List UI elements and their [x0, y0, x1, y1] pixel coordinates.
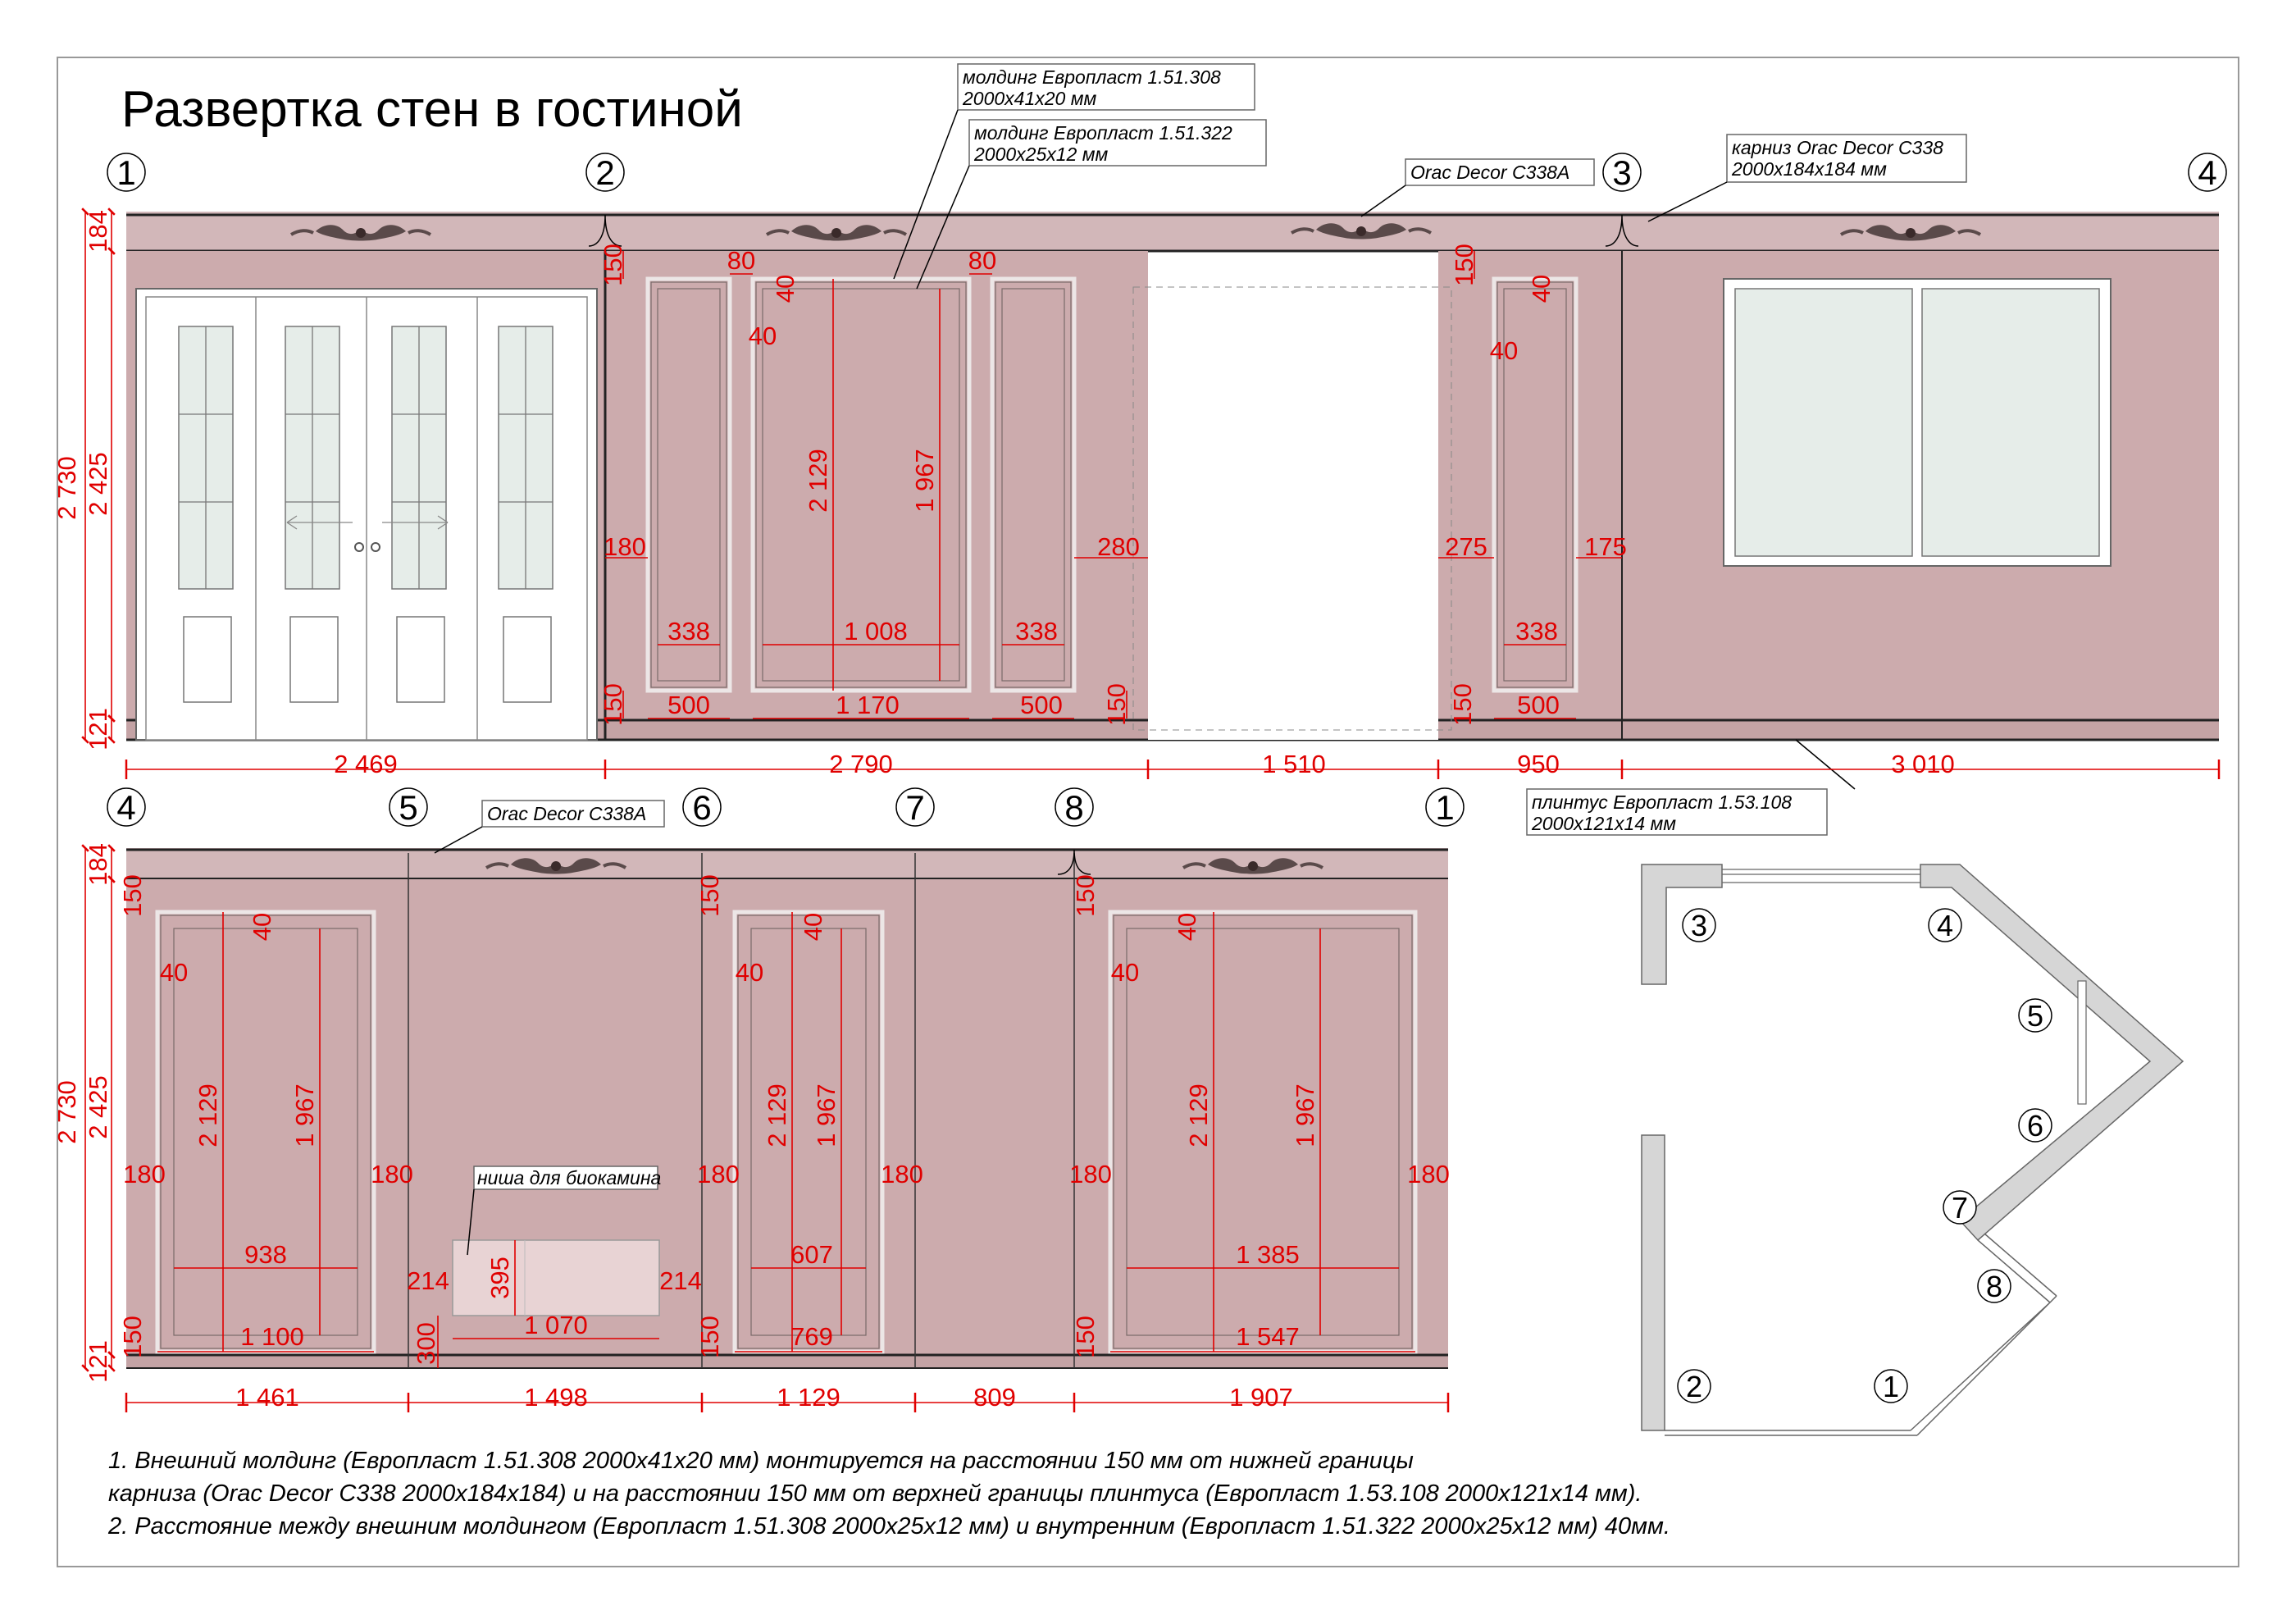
- axis-label: 4: [1936, 909, 1954, 942]
- dim-label: 769: [790, 1322, 833, 1351]
- dim-label: 280: [1097, 532, 1140, 561]
- dim-label: 40: [748, 322, 777, 350]
- dim-label: 1 967: [290, 1083, 319, 1147]
- dim-label: 2 425: [84, 452, 112, 516]
- cornice-top: [126, 212, 2219, 251]
- dim-label: 1 100: [240, 1322, 304, 1351]
- axis-label: 1: [1882, 1370, 1900, 1403]
- dim-label: 150: [1450, 244, 1478, 286]
- notes: [107, 1448, 1670, 1540]
- dim-label: 150: [1448, 683, 1477, 726]
- axis-label: 7: [1951, 1191, 1969, 1225]
- callout-text: молдинг Европласт 1.51.322: [974, 122, 1232, 144]
- dim-label: 938: [244, 1240, 287, 1269]
- elevation-top: [126, 212, 2219, 740]
- dim-label: 1 461: [235, 1383, 299, 1412]
- dim-label: 2 730: [52, 456, 81, 520]
- dim-label: 180: [604, 532, 646, 561]
- axis-label: 7: [905, 788, 925, 827]
- dim-label: 2 425: [84, 1075, 112, 1139]
- dim-label: 395: [485, 1257, 514, 1299]
- dim-label: 338: [1515, 617, 1558, 645]
- page-title: Развертка стен в гостиной: [121, 81, 743, 138]
- axis-label: 1: [1435, 788, 1455, 827]
- axis-label: 8: [1064, 788, 1084, 827]
- dim-label: 214: [407, 1266, 449, 1295]
- dim-label: 2 790: [829, 750, 893, 778]
- callout-text: 2000х41х20 мм: [963, 88, 1097, 109]
- dim-label: 1 170: [836, 691, 900, 719]
- dim-label: 2 129: [804, 449, 832, 513]
- callout-text: Orac Decor C338A: [487, 803, 647, 824]
- dim-label: 214: [659, 1266, 702, 1295]
- plan-axis-markers: [1678, 909, 2052, 1403]
- axis-label: 3: [1612, 153, 1632, 192]
- callout-text: 2000х184х184 мм: [1732, 158, 1887, 180]
- axis-label: 5: [399, 788, 418, 827]
- floor-plan: [1642, 864, 2183, 1435]
- dim-label: 121: [84, 1340, 112, 1383]
- dim-label: 184: [84, 210, 112, 253]
- note-line: карниза (Orac Decor C338 2000х184х184) и на расстоянии 150 мм от верхней границы плинтуса (Европласт 1.53.108 2000х121х14 мм).: [108, 1480, 1642, 1507]
- dim-label: 2 129: [1184, 1083, 1213, 1147]
- dim-label: 80: [727, 246, 756, 275]
- dim-label: 150: [599, 244, 627, 286]
- double-door: [136, 289, 597, 740]
- dim-label: 180: [123, 1160, 166, 1188]
- dim-label: 40: [735, 958, 764, 987]
- dim-label: 150: [118, 874, 147, 917]
- note-line: 2. Расстояние между внешним молдингом (Европласт 1.51.308 2000х25х12 мм) и внутренним (Европласт 1.51.322 2000х25х12 мм) 40мм.: [108, 1513, 1670, 1540]
- dim-label: 175: [1584, 532, 1627, 561]
- dim-label: 150: [695, 1316, 724, 1358]
- dim-label: 950: [1517, 750, 1560, 778]
- callout-text: молдинг Европласт 1.51.308: [963, 66, 1221, 88]
- axis-label: 5: [2026, 999, 2044, 1033]
- dim-label: 1 510: [1262, 750, 1326, 778]
- wall-opening: [1148, 297, 1438, 740]
- dim-label: 40: [799, 912, 827, 942]
- dim-label: 2 129: [763, 1083, 791, 1147]
- axis-label: 1: [116, 153, 136, 192]
- axis-label: 8: [1985, 1270, 2003, 1303]
- dim-label: 150: [695, 874, 724, 917]
- dim-label: 40: [159, 958, 189, 987]
- dim-label: 1 129: [777, 1383, 840, 1412]
- axis-label: 4: [116, 788, 136, 827]
- window: [1724, 279, 2111, 566]
- dim-label: 500: [1517, 691, 1560, 719]
- dim-label: 275: [1445, 532, 1487, 561]
- dim-label: 500: [1020, 691, 1063, 719]
- dim-label: 180: [1407, 1160, 1450, 1188]
- dim-label: 2 469: [334, 750, 398, 778]
- dim-label: 180: [371, 1160, 413, 1188]
- callout-text: 2000х25х12 мм: [974, 144, 1109, 165]
- note-line: 1. Внешний молдинг (Европласт 1.51.308 2000х41х20 мм) монтируется на расстоянии 150 мм от нижней границы: [108, 1448, 1414, 1474]
- dim-label: 1 385: [1236, 1240, 1300, 1269]
- dim-label: 180: [697, 1160, 740, 1188]
- dim-label: 1 070: [524, 1311, 588, 1339]
- dim-label: 40: [1527, 274, 1556, 303]
- dim-label: 150: [599, 683, 627, 726]
- dim-label: 121: [84, 708, 112, 750]
- axis-label: 2: [1685, 1370, 1703, 1403]
- dim-label: 40: [248, 912, 276, 942]
- dim-label: 1 547: [1236, 1322, 1300, 1351]
- dim-label: 3 010: [1891, 750, 1955, 778]
- dim-label: 80: [968, 246, 997, 275]
- callout-text: плинтус Европласт 1.53.108: [1532, 791, 1793, 813]
- axis-label: 6: [2026, 1109, 2044, 1143]
- callout-text: Orac Decor C338A: [1410, 162, 1570, 183]
- dim-label: 338: [667, 617, 710, 645]
- dim-label: 184: [84, 843, 112, 886]
- dim-label: 1 008: [844, 617, 908, 645]
- dim-label: 180: [881, 1160, 923, 1188]
- dim-label: 607: [790, 1240, 833, 1269]
- dim-label: 2 730: [52, 1080, 81, 1144]
- dim-label: 500: [667, 691, 710, 719]
- dim-label: 150: [1071, 1316, 1100, 1358]
- dim-label: 1 967: [910, 449, 939, 513]
- axis-label: 3: [1690, 909, 1708, 942]
- dim-label: 150: [1071, 874, 1100, 917]
- dim-label: 150: [1102, 683, 1131, 726]
- dim-label: 40: [1173, 912, 1201, 942]
- callout-text: карниз Orac Decor C338: [1732, 137, 1943, 158]
- dim-label: 809: [973, 1383, 1016, 1412]
- dim-label: 1 967: [1291, 1083, 1319, 1147]
- callout-text: ниша для биокамина: [477, 1167, 662, 1188]
- callout-text: 2000х121х14 мм: [1532, 813, 1677, 834]
- axis-label: 4: [2198, 153, 2217, 192]
- axis-label: 2: [595, 153, 615, 192]
- dim-label: 150: [118, 1316, 147, 1358]
- dim-label: 1 967: [812, 1083, 840, 1147]
- dim-label: 40: [1489, 336, 1519, 365]
- axis-markers-bottom: [107, 788, 1464, 827]
- dim-label: 40: [771, 274, 800, 303]
- dim-label: 1 498: [524, 1383, 588, 1412]
- dim-label: 300: [412, 1322, 440, 1365]
- dim-label: 40: [1110, 958, 1140, 987]
- dim-label: 1 907: [1229, 1383, 1293, 1412]
- dim-label: 2 129: [194, 1083, 222, 1147]
- axis-label: 6: [692, 788, 712, 827]
- fireplace-niche: [453, 1240, 659, 1316]
- dim-label: 180: [1069, 1160, 1112, 1188]
- dim-label: 338: [1015, 617, 1058, 645]
